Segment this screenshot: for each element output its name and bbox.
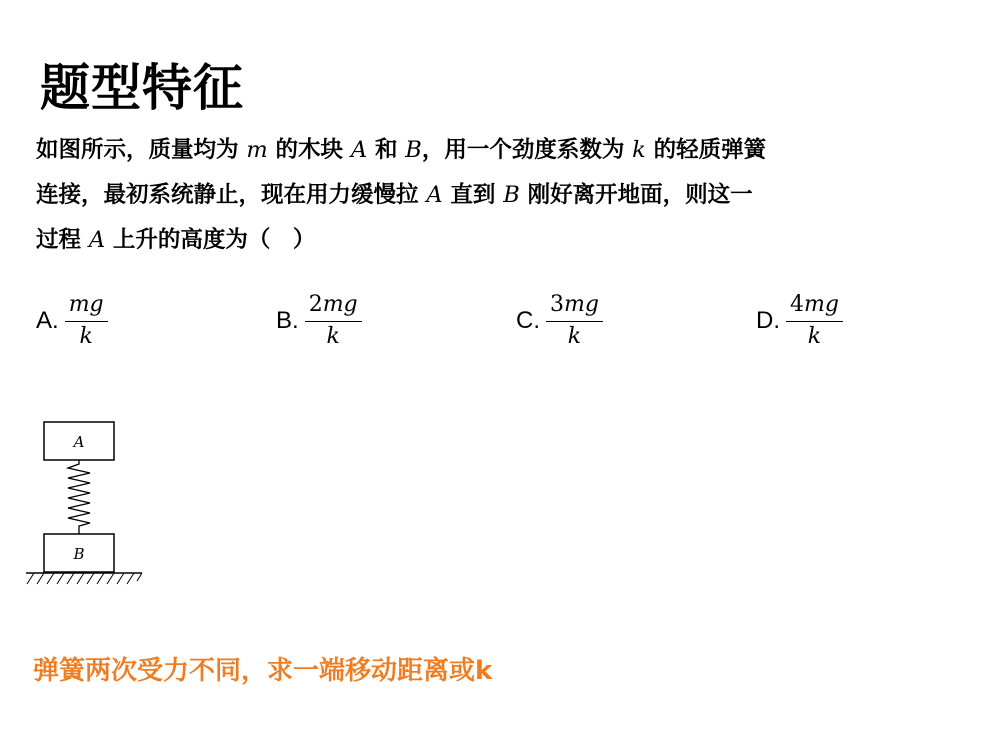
option-a[interactable] <box>36 288 108 354</box>
option-fraction <box>305 291 362 352</box>
math-variable: A <box>350 137 368 163</box>
fraction-variable: mg <box>322 291 358 317</box>
spring <box>68 460 90 534</box>
option-c[interactable] <box>516 288 603 354</box>
page-title: 题型特征 <box>40 59 244 117</box>
question-text-segment: 的木块 <box>267 137 351 163</box>
question-text-segment: 直到 <box>442 182 504 208</box>
fraction-variable: mg <box>804 291 839 317</box>
question-text-segment: 如图所示，质量均为 <box>36 137 247 163</box>
fraction-denominator: k <box>326 323 340 349</box>
question-text-segment: 和 <box>367 137 406 163</box>
fraction-denominator: k <box>567 323 582 349</box>
math-variable: m <box>246 137 268 163</box>
option-letter: C. <box>516 307 540 334</box>
option-fraction <box>786 291 843 352</box>
question-text-segment: 过程 <box>36 227 89 253</box>
spring-block-diagram <box>20 418 150 593</box>
option-letter: D. <box>756 307 780 334</box>
block-a-label: A <box>73 433 85 451</box>
fraction-coefficient: 4 <box>790 291 804 317</box>
question-text-segment: 连接，最初系统静止，现在用力缓慢拉 <box>36 182 427 208</box>
question-text-segment: 的轻质弹簧 <box>645 137 767 163</box>
question-line-1 <box>36 128 966 173</box>
hint-note: 弹簧两次受力不同，求一端移动距离或k <box>33 656 493 686</box>
fraction-variable: mg <box>564 291 599 317</box>
question-line-3 <box>36 218 966 263</box>
option-fraction <box>65 291 108 352</box>
question-text-segment: 刚好离开地面，则这一 <box>519 182 753 208</box>
question-text <box>36 128 966 263</box>
math-variable: B <box>405 137 422 163</box>
fraction-variable: mg <box>68 291 104 317</box>
option-d[interactable] <box>756 288 843 354</box>
fraction-coefficient: 3 <box>550 291 564 317</box>
block-b-label: B <box>73 545 85 563</box>
math-variable: B <box>503 182 520 208</box>
math-variable: k <box>632 137 646 163</box>
ground-hatching <box>27 573 142 584</box>
question-text-segment: ，用一个劲度系数为 <box>421 137 633 163</box>
fraction-denominator: k <box>807 323 822 349</box>
question-text-segment: 上升的高度为（ ） <box>105 227 316 253</box>
math-variable: A <box>88 227 106 253</box>
fraction-coefficient: 2 <box>308 291 323 317</box>
question-line-2 <box>36 173 966 218</box>
option-fraction <box>546 291 603 352</box>
math-variable: A <box>426 182 443 208</box>
option-letter: A. <box>36 307 59 334</box>
fraction-denominator: k <box>79 323 93 349</box>
option-letter: B. <box>276 307 299 334</box>
option-b[interactable] <box>276 288 362 354</box>
